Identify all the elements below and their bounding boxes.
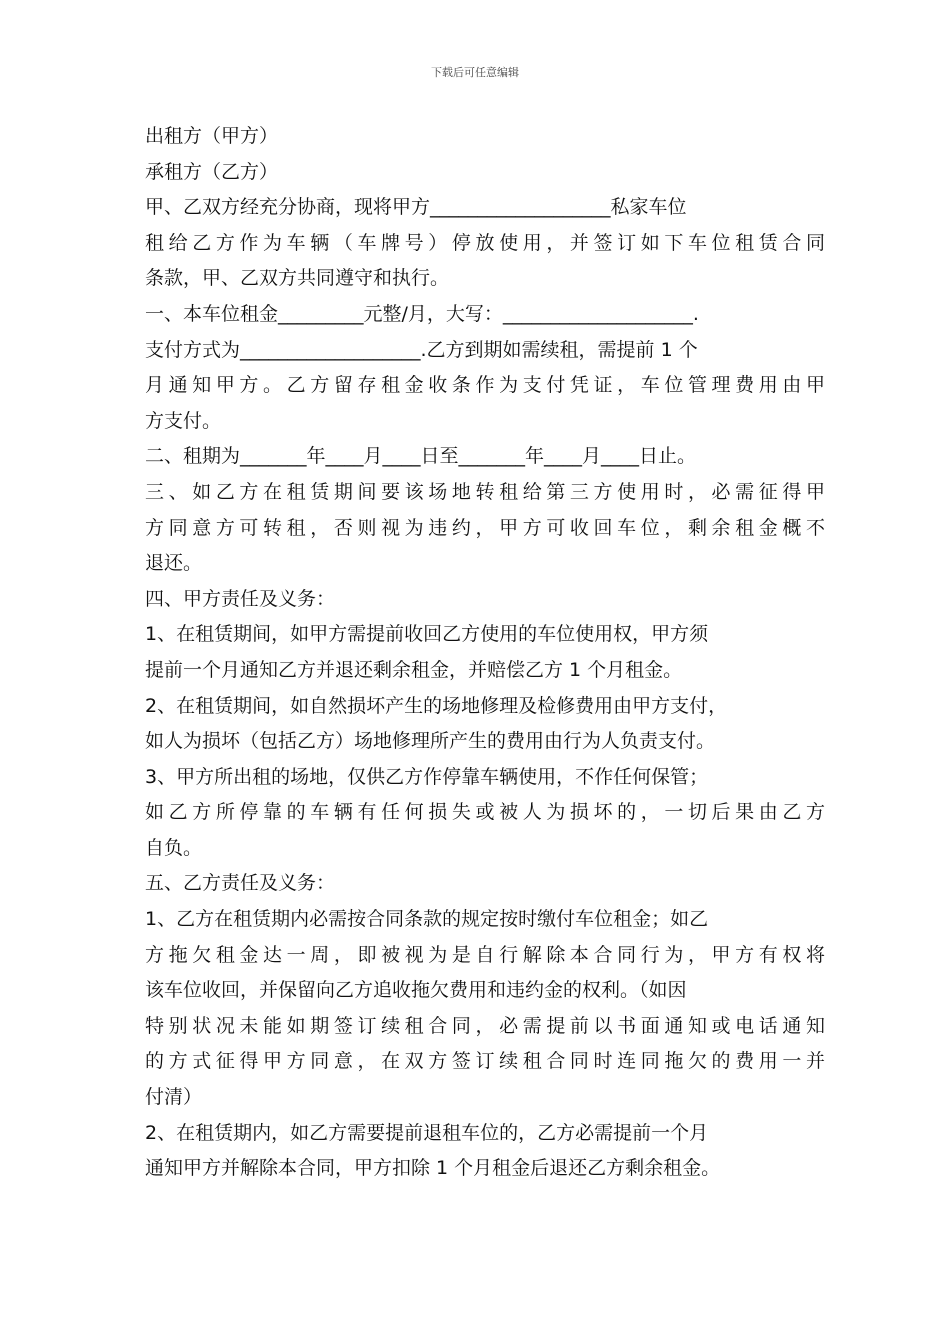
section-4-item-2-line-1: 2、在租赁期间，如自然损坏产生的场地修理及检修费用由甲方支付， xyxy=(145,694,728,717)
section-5-item-1-line-1: 1、乙方在租赁期内必需按合同条款的规定按时缴付车位租金；如乙 xyxy=(145,908,709,931)
section-4-item-1-line-2: 提前一个月通知乙方并退还剩余租金，并赔偿乙方 1 个月租金。 xyxy=(145,658,683,681)
clause-3-line-1: 三、如乙方在租赁期间要该场地转租给第三方使用时，必需征得甲 xyxy=(145,480,825,503)
section-4-item-3-line-3: 自负。 xyxy=(145,836,203,859)
section-4-item-2-line-2: 如人为损坏（包括乙方）场地修理所产生的费用由行为人负责支付。 xyxy=(145,730,716,753)
section-4-heading: 四、甲方责任及义务： xyxy=(145,587,336,610)
section-4-item-3-line-1: 3、甲方所出租的场地，仅供乙方作停靠车辆使用，不作任何保管； xyxy=(145,765,709,788)
section-5-item-1-line-3: 该车位收回，并保留向乙方追收拖欠费用和违约金的权利。（如因 xyxy=(145,979,687,1002)
clause-2-line-1: 二、租期为_______年____月____日至_______年____月____日止。 xyxy=(145,445,697,468)
section-4-item-1-line-1: 1、在租赁期间，如甲方需提前收回乙方使用的车位使用权，甲方须 xyxy=(145,623,709,646)
party-a-line: 出租方（甲方） xyxy=(145,125,279,147)
section-5-item-2-line-1: 2、在租赁期内，如乙方需要提前退租车位的，乙方必需提前一个月 xyxy=(145,1121,709,1144)
section-5-item-1-line-4: 特别状况未能如期签订续租合同，必需提前以书面通知或电话通知 xyxy=(145,1014,825,1037)
party-b-line: 承租方（乙方） xyxy=(145,160,279,183)
preamble-line-2: 租给乙方作为车辆（车牌号）停放使用，并签订如下车位租赁合同 xyxy=(145,231,825,254)
preamble-line-3: 条款，甲、乙双方共同遵守和执行。 xyxy=(145,267,450,290)
clause-1-line-4: 方支付。 xyxy=(145,409,222,432)
section-5-item-1-line-5: 的方式征得甲方同意，在双方签订续租合同时连同拖欠的费用一并 xyxy=(145,1050,825,1073)
clause-3-line-3: 退还。 xyxy=(145,552,203,575)
contract-body xyxy=(145,119,825,1187)
section-5-item-1-line-2: 方拖欠租金达一周，即被视为是自行解除本合同行为，甲方有权将 xyxy=(145,943,825,966)
section-5-item-1-line-6: 付清） xyxy=(145,1086,203,1109)
preamble-line-1: 甲、乙双方经充分协商，现将甲方___________________私家车位 xyxy=(145,196,687,219)
section-5-heading: 五、乙方责任及义务： xyxy=(145,872,336,895)
clause-1-line-2: 支付方式为___________________.乙方到期如需续租，需提前 1 个 xyxy=(145,338,698,361)
clause-3-line-2: 方同意方可转租，否则视为违约，甲方可收回车位，剩余租金概不 xyxy=(145,516,825,539)
page-header-note: 下载后可任意编辑 xyxy=(431,66,519,79)
clause-1-line-3: 月通知甲方。乙方留存租金收条作为支付凭证，车位管理费用由甲 xyxy=(145,374,825,397)
clause-1-line-1: 一、本车位租金_________元整/月，大写：____________________. xyxy=(145,302,699,325)
section-5-item-2-line-2: 通知甲方并解除本合同，甲方扣除 1 个月租金后退还乙方剩余租金。 xyxy=(145,1157,721,1180)
section-4-item-3-line-2: 如乙方所停靠的车辆有任何损失或被人为损坏的，一切后果由乙方 xyxy=(145,801,825,824)
